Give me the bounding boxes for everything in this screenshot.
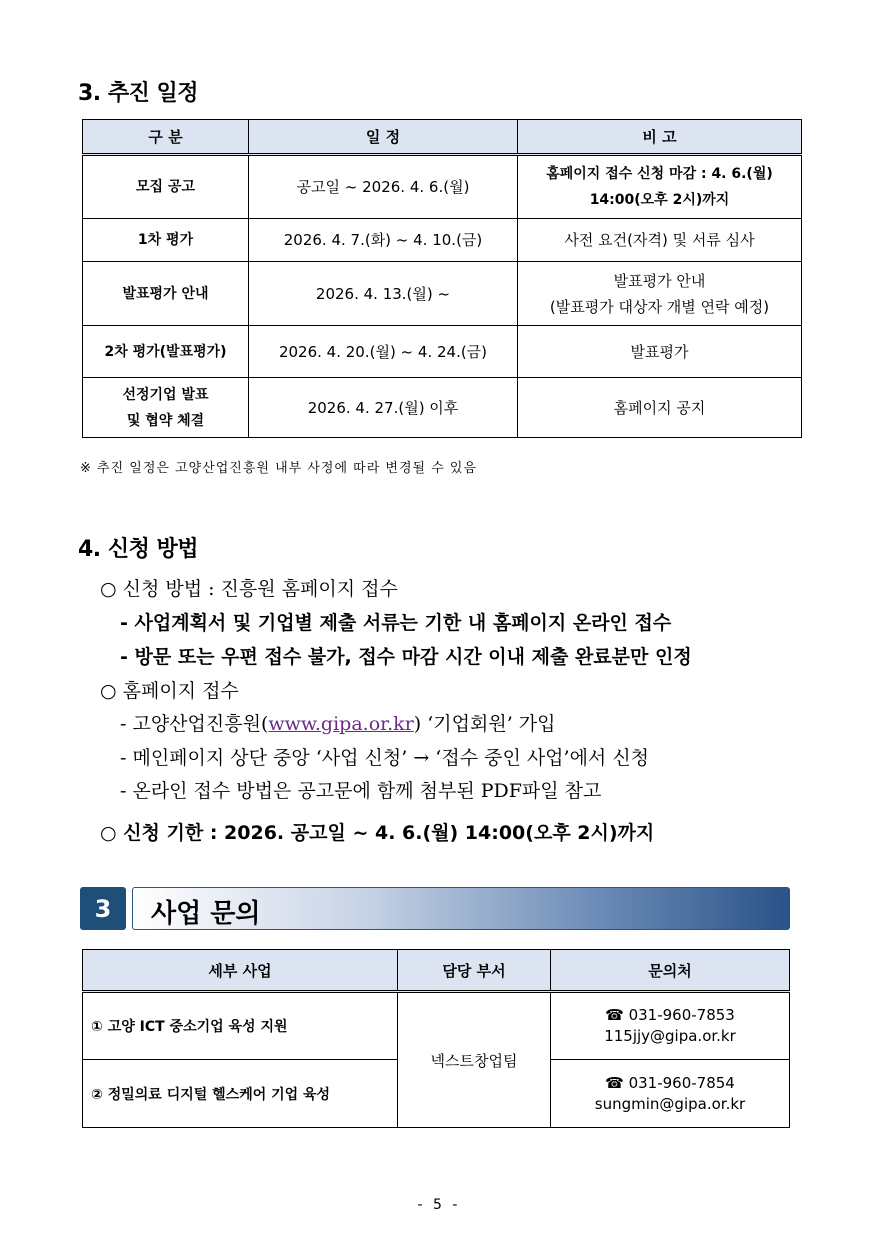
- phone-number: ☎ 031-960-7854: [605, 1073, 735, 1092]
- section-banner: [80, 887, 790, 930]
- schedule-phase: 발표평가 안내: [83, 262, 249, 326]
- schedule-remark: 사전 요건(자격) 및 서류 심사: [518, 219, 802, 262]
- program-name: ① 고양 ICT 중소기업 육성 지원: [83, 992, 398, 1060]
- schedule-date: 2026. 4. 20.(월) ~ 4. 24.(금): [249, 326, 518, 378]
- table-header-row: [83, 950, 790, 992]
- schedule-date: 2026. 4. 27.(월) 이후: [249, 378, 518, 438]
- schedule-date: 2026. 4. 13.(월) ~: [249, 262, 518, 326]
- table-row: [83, 992, 790, 1060]
- schedule-remark: 홈페이지 공지: [518, 378, 802, 438]
- application-method-line: ○ 신청 방법 : 진흥원 홈페이지 접수: [100, 578, 398, 600]
- schedule-phase: 1차 평가: [83, 219, 249, 262]
- column-header: 구 분: [83, 120, 249, 155]
- section-title-bar: [132, 887, 790, 930]
- application-detail-line: - 방문 또는 우편 접수 불가, 접수 마감 시간 이내 제출 완료분만 인정: [120, 646, 692, 668]
- schedule-note: ※ 추진 일정은 고양산업진흥원 내부 사정에 따라 변경될 수 있음: [80, 461, 478, 476]
- schedule-remark: 발표평가 안내 (발표평가 대상자 개별 연락 예정): [518, 262, 802, 326]
- schedule-remark: 발표평가: [518, 326, 802, 378]
- contact-info: [551, 1060, 790, 1128]
- email-address[interactable]: sungmin@gipa.or.kr: [594, 1094, 746, 1113]
- department: 넥스트창업팀: [398, 992, 551, 1128]
- table-row: [83, 326, 802, 378]
- column-header: 담당 부서: [398, 950, 551, 992]
- contact-table: [82, 949, 790, 1128]
- schedule-phase: 모집 공고: [83, 155, 249, 219]
- program-name: ② 정밀의료 디지털 헬스케어 기업 육성: [83, 1060, 398, 1128]
- homepage-line: ○ 홈페이지 접수: [100, 680, 239, 702]
- table-row: [83, 378, 802, 438]
- section-title-schedule: 3. 추진 일정: [78, 81, 198, 106]
- deadline-line: ○ 신청 기한 : 2026. 공고일 ~ 4. 6.(월) 14:00(오후 2시)까지: [100, 822, 655, 844]
- email-address[interactable]: 115jjy@gipa.or.kr: [604, 1027, 736, 1045]
- page-number: - 5 -: [417, 1197, 461, 1213]
- column-header: 일 정: [249, 120, 518, 155]
- section-title-application: 4. 신청 방법: [78, 537, 198, 562]
- homepage-detail-text: - 고양산업진흥원(: [120, 713, 269, 735]
- table-row: [83, 155, 802, 219]
- application-detail-line: - 사업계획서 및 기업별 제출 서류는 기한 내 홈페이지 온라인 접수: [120, 612, 672, 634]
- gipa-website-link[interactable]: www.gipa.or.kr: [268, 713, 414, 735]
- homepage-detail-text: ) ‘기업회원’ 가입: [413, 713, 556, 735]
- schedule-date: 공고일 ~ 2026. 4. 6.(월): [249, 155, 518, 219]
- column-header: 문의처: [551, 950, 790, 992]
- table-row: [83, 262, 802, 326]
- phone-number: ☎ 031-960-7853: [605, 1006, 735, 1024]
- homepage-detail-line: - 메인페이지 상단 중앙 ‘사업 신청’ → ‘접수 중인 사업’에서 신청: [120, 747, 650, 769]
- contact-info: [551, 992, 790, 1060]
- schedule-phase: 2차 평가(발표평가): [83, 326, 249, 378]
- schedule-remark: 홈페이지 접수 신청 마감 : 4. 6.(월) 14:00(오후 2시)까지: [518, 155, 802, 219]
- schedule-phase: 선정기업 발표 및 협약 체결: [83, 378, 249, 438]
- table-header-row: [83, 120, 802, 155]
- section-title-inquiry: 사업 문의: [151, 899, 261, 929]
- column-header: 비 고: [518, 120, 802, 155]
- table-row: [83, 219, 802, 262]
- schedule-date: 2026. 4. 7.(화) ~ 4. 10.(금): [249, 219, 518, 262]
- schedule-table: [82, 119, 802, 438]
- column-header: 세부 사업: [83, 950, 398, 992]
- section-number: 3: [80, 887, 126, 930]
- homepage-detail-line: - 온라인 접수 방법은 공고문에 함께 첨부된 PDF파일 참고: [120, 780, 602, 802]
- homepage-detail-line: [120, 709, 555, 736]
